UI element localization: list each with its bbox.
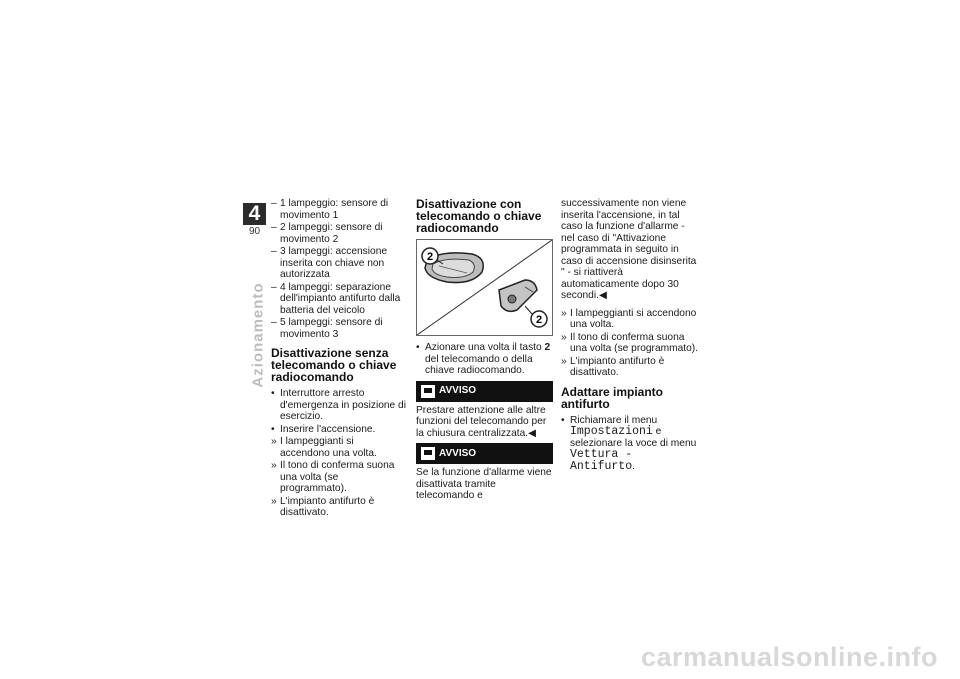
column-3 bbox=[561, 198, 700, 473]
notice-hand-icon bbox=[421, 447, 435, 460]
key-number: 2 bbox=[544, 342, 551, 353]
bullet-item: • Interruttore arresto d'emergenza in posizione di esercizio. bbox=[271, 388, 406, 422]
bullet-item: • Richiamare il menu Impostazioni e selezionare la voce di menu Vettura - Antifurto. bbox=[561, 414, 697, 473]
dash-item: – 4 lampeggi: separazione dell'impianto antifurto dalla batteria del veicolo bbox=[271, 281, 401, 316]
bullet-item: • Inserire l'accensione. bbox=[271, 423, 376, 435]
result-item: » Il tono di conferma suona una volta (se programmato). bbox=[271, 460, 395, 494]
radio-key-icon bbox=[499, 280, 537, 311]
callout-label-top: 2 bbox=[426, 251, 434, 263]
dash-item: – 3 lampeggi: accensione inserita con chiave non autorizzata bbox=[271, 246, 388, 280]
result-item: » I lampeggianti si accendono una volta. bbox=[561, 307, 697, 330]
notice-text: Prestare attenzione alle altre funzioni del telecomando per la chiusura centralizzata.◀ bbox=[416, 404, 547, 439]
page-number: 90 bbox=[248, 226, 261, 237]
notice-text: Se la funzione d'allarme viene disattivata tramite telecomando e bbox=[416, 467, 552, 501]
chapter-title-vertical: Azionamento bbox=[249, 282, 267, 388]
menu-settings: Impostazioni bbox=[570, 425, 653, 438]
result-item: » I lampeggianti si accendono una volta. bbox=[271, 436, 377, 459]
watermark: carmanualsonline.info bbox=[640, 642, 938, 672]
dash-item: – 5 lampeggi: sensore di movimento 3 bbox=[271, 317, 383, 340]
remote-key-illustration bbox=[417, 240, 552, 335]
section-heading-with-remote: Disattivazione con telecomando o chiave radiocomando bbox=[416, 197, 542, 235]
chapter-number: 4 bbox=[243, 203, 266, 225]
notice-header: AVVISO bbox=[416, 381, 553, 402]
remote-key-figure bbox=[416, 239, 553, 336]
notice-header: AVVISO bbox=[416, 443, 553, 464]
result-item: » L'impianto antifurto è disattivato. bbox=[271, 495, 375, 518]
bullet-item: • Azionare una volta il tasto 2 del telecomando o della chiave radiocomando. bbox=[416, 342, 551, 376]
dash-item: – 2 lampeggi: sensore di movimento 2 bbox=[271, 222, 383, 245]
result-item: » L'impianto antifurto è disattivato. bbox=[561, 355, 665, 378]
result-item: » Il tono di conferma suona una volta (se programmato). bbox=[561, 331, 698, 354]
column-2 bbox=[416, 198, 553, 506]
notice-continuation: successivamente non viene inserita l'accensione, in tal caso la funzione d'allarme - nel caso di "Attivazione programmata in seguito in caso di accensione disinserita " - si riattiverà automaticamente dopo 30 secondi.◀ bbox=[561, 198, 697, 301]
menu-vehicle-alarm: Vettura - Antifurto bbox=[570, 448, 633, 473]
notice-hand-icon bbox=[421, 385, 435, 398]
section-heading-no-remote: Disattivazione senza telecomando o chiave radiocomando bbox=[271, 346, 397, 384]
callout-label-bottom: 2 bbox=[535, 314, 543, 326]
column-1 bbox=[271, 198, 406, 520]
dash-item: – 1 lampeggio: sensore di movimento 1 bbox=[271, 198, 389, 221]
section-heading-adapt-alarm: Adattare impianto antifurto bbox=[561, 384, 664, 411]
